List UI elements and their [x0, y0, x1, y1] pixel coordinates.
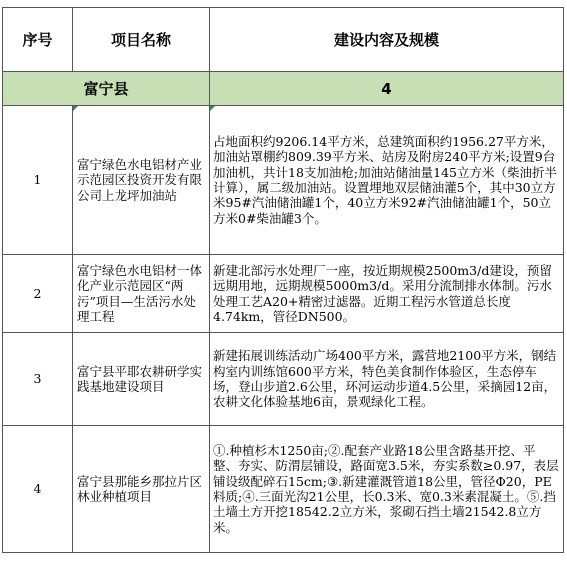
project-table — [2, 7, 564, 553]
row-construction-content: 新建拓展训练活动广场400平方米，露营地2100平方米，钢结构室内训练馆600平方米，特色美食制作体验区，生态停车场，登山步道2.6公里，环河运动步道4.5公里，采摘园12亩，农耕文化体验基地6亩，景观绿化工程。 — [210, 333, 564, 426]
row-project-name — [73, 106, 210, 255]
row-serial-number: 4 — [3, 426, 73, 553]
row-construction-content-text: 占地面积约9206.14平方米，总建筑面积约1956.27平方米，加油站罩棚约809.39平方米、站房及附房240平方米;设置9台加油机，共计18支加油枪;加油站储油量145立方米（柴油折半计算），属二级加油站。设置埋地双层储油灌5个，其中30立方米95#汽油储油罐1个，40立方米92#汽油储油罐1个，50立方米0#柴油罐3个。 — [213, 133, 557, 226]
county-project-count: 4 — [210, 72, 564, 106]
county-group-row — [3, 72, 564, 106]
cell-comment-marker — [210, 106, 215, 111]
cell-comment-marker — [73, 106, 78, 111]
row-serial-number: 2 — [3, 255, 73, 333]
row-serial-number: 3 — [3, 333, 73, 426]
row-project-name: 富宁绿色水电铝材一体化产业示范园区“两污”项目—生活污水处理工程 — [73, 255, 210, 333]
row-project-name: 富宁县那能乡那拉片区林业种植项目 — [73, 426, 210, 553]
table-row — [3, 333, 564, 426]
table-row — [3, 255, 564, 333]
header-serial-number: 序号 — [3, 8, 73, 72]
header-row — [3, 8, 564, 72]
row-construction-content: ①.种植杉木1250亩;②.配套产业路18公里含路基开挖、平整、夯实、防渭层铺设，路面宽3.5米，夯实系数≥0.97，表层铺设级配碎石15cm;③.新建灌溉管道18公里，管径Φ20，PE料质;④.三面光沟21公里，长0.3米、宽0.3米素混凝土。⑤.挡土墙土方开挖18542.2立方米，浆砌石挡土墙21542.8立方米。 — [210, 426, 564, 553]
row-project-name: 富宁县平耶农耕研学实践基地建设项目 — [73, 333, 210, 426]
row-serial-number: 1 — [3, 106, 73, 255]
table-row — [3, 426, 564, 553]
county-name: 富宁县 — [3, 72, 210, 106]
header-construction-content: 建设内容及规模 — [210, 8, 564, 72]
row-construction-content — [210, 106, 564, 255]
header-project-name: 项目名称 — [73, 8, 210, 72]
row-construction-content: 新建北部污水处理厂一座，按近期规模2500m3/d建设，预留远期用地，远期规模5000m3/d。采用分流制排水体制。污水处理工艺A20+精密过滤器。近期工程污水管道总长度4.74km，管径DN500。 — [210, 255, 564, 333]
row-project-name-text: 富宁绿色水电铝材产业示范园区投资开发有限公司上龙坪加油站 — [77, 156, 203, 203]
table-row — [3, 106, 564, 255]
